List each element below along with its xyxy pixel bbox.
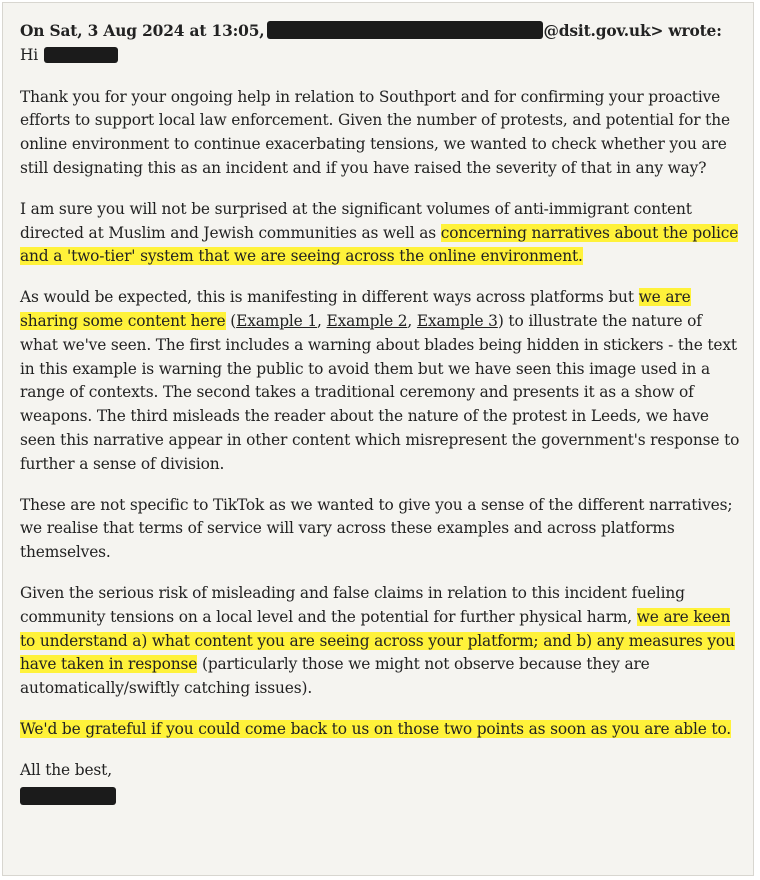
paragraph-3 — [20, 286, 742, 476]
greeting: Hi — [20, 45, 39, 64]
redacted-recipient-name — [44, 47, 118, 63]
paragraph-1: Thank you for your ongoing help in relation to Southport and for confirming your proactive efforts to support local law enforcement. Given the number of protests, and potential for the online environment to continue exacerbating tensions, we wanted to check whether you are still designating this as an incident and if you have raised the severity of that in any way? — [20, 87, 730, 177]
paragraph-2 — [20, 198, 742, 269]
highlight-sharing-content: we are sharing some content here — [20, 288, 691, 330]
example-2-link[interactable]: Example 2 — [326, 311, 408, 330]
highlight-two-tier-narratives: concerning narratives about the police and a 'two-tier' system that we are seeing across the online environment. — [20, 223, 739, 266]
paragraph-3-text: As would be expected, this is manifesting in different ways across platforms but — [20, 288, 639, 307]
signoff: All the best, — [20, 760, 112, 779]
example-1-link[interactable]: Example 1 — [236, 311, 318, 330]
redacted-sender-name — [267, 21, 543, 39]
greeting-line — [20, 44, 742, 68]
highlight-keen-to-understand: we are keen to understand a) what content you are seeing across your platform; and b) any measures you have taken in response — [20, 607, 735, 674]
example-3-link[interactable]: Example 3 — [416, 311, 498, 330]
paragraph-5-text: Given the serious risk of misleading and false claims in relation to this incident fueling community tensions on a local level and the potential for further physical harm, — [20, 583, 685, 626]
paragraph-4: These are not specific to TikTok as we wanted to give you a sense of the different narratives; we realise that terms of service will vary across these examples and across platforms themselves. — [20, 495, 733, 562]
paragraph-6 — [20, 718, 742, 742]
header-date-prefix: On Sat, 3 Aug 2024 at 13:05, — [20, 22, 265, 40]
paragraph-5 — [20, 582, 742, 701]
paragraph-2-text: I am sure you will not be surprised at the significant volumes of anti-immigrant content directed at Muslim and Jewish communities as well as — [20, 199, 692, 242]
email-header — [20, 20, 742, 44]
email-document — [2, 2, 754, 876]
email-body — [20, 20, 742, 805]
header-domain-suffix: @dsit.gov.uk> wrote: — [543, 22, 722, 40]
paragraph-3-rest: ) to illustrate the nature of what we've seen. The first includes a warning about blades being hidden in stickers - the text in this example is warning the public to avoid them but we have seen this image used in a range of contexts. The second takes a traditional ceremony and presents it as a show of weapons. The third misleads the reader about the nature of the protest in Leeds, we have seen this narrative appear in other content which misrepresent the government's response to further a sense of division. — [20, 311, 740, 473]
paragraph-5-rest: (particularly those we might not observe because they are automatically/swiftly catching issues). — [20, 655, 650, 698]
highlight-grateful-request: We'd be grateful if you could come back to us on those two points as soon as you are able to. — [20, 719, 732, 738]
paren-open: ( — [225, 311, 237, 330]
separator-1: , — [317, 311, 327, 330]
separator-2: , — [407, 311, 417, 330]
redacted-signature — [20, 787, 116, 805]
